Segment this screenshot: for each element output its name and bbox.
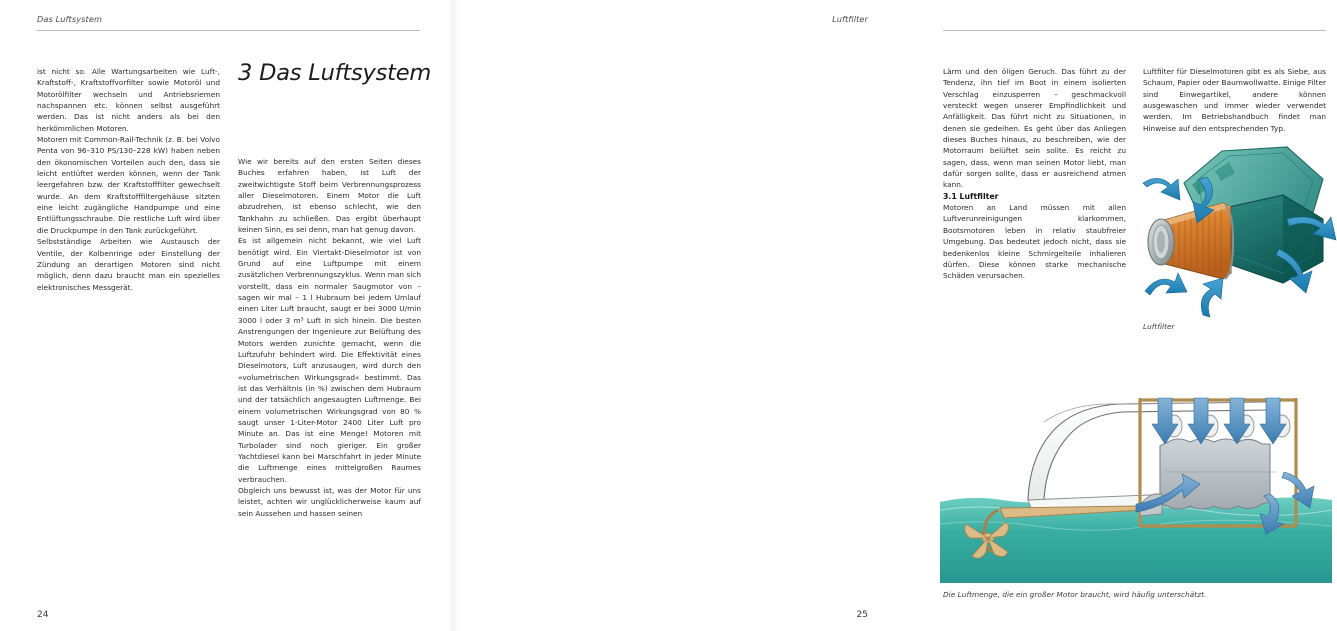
left-page-column-two	[238, 156, 421, 519]
page-number-right: 25	[856, 610, 868, 620]
boat-airflow-figure	[940, 398, 1332, 583]
running-head-right: Luftfilter	[832, 14, 868, 24]
running-head-left: Das Luftsystem	[37, 14, 103, 24]
chapter-title: 3 Das Luftsystem	[238, 60, 432, 86]
paragraph: Es ist allgemein nicht bekannt, wie viel Luft benötigt wird. Ein Viertakt-Dieselmotor ist von Grund auf eine Luftpumpe mit einem zusätzlichen Verbrennungszyklus. Wenn man sich vorstellt, dass ein normaler Saugmotor von – sagen wir mal – 1 l Hubraum bei jedem Umlauf einen Liter Luft braucht, saugt er bei 3000 U/min 3000 l oder 3 m³ Luft in sich hinein. Die besten Anstrengungen der Ingenieure zur Belüftung des Motors werden zunichte gemacht, wenn die Luftzufuhr behindert wird. Die Effektivität eines Dieselmotors, Luft anzusaugen, wird durch den »volumetrischen Wirkungsgrad« bestimmt. Das ist das Verhältnis (in %) zwischen dem Hubraum und der tatsächlich angesaugten Luftmenge. Bei einem volumetrischen Wirkungsgrad von 80 % saugt unser 1-Liter-Motor 2400 Liter Luft pro Minute an. Das ist eine Menge! Motoren mit Turbolader sind noch gieriger. Ein großer Yachtdiesel kann bei Marschfahrt in jeder Minute die Luftmenge eines mittelgroßen Raumes verbrauchen.	[238, 236, 421, 484]
section-heading: 3.1 Luftfilter	[943, 191, 999, 201]
left-page-column-one	[37, 66, 220, 293]
paragraph: Luftfilter für Dieselmotoren gibt es als Siebe, aus Schaum, Papier oder Baumwollwatte. Einige Filter sind Einwegartikel, andere können ausgewaschen und immer wieder verwendet werden. Im Betriebshandbuch findet man Hinweise auf den entsprechenden Typ.	[1143, 67, 1326, 133]
right-page-column-one	[943, 66, 1126, 282]
paragraph: ist nicht so. Alle Wartungsarbeiten wie Luft-, Kraftstoff-, Kraftstoffvorfilter sowie Motoröl und Motorölfilter wechseln und Antriebsriemen nachspannen etc. können selbst ausgeführt werden. Das ist nicht anders als bei den herkömmlichen Motoren.	[37, 67, 220, 133]
paragraph: Wie wir bereits auf den ersten Seiten dieses Buches erfahren haben, ist Luft der zweitwichtigste Stoff beim Verbrennungsprozess aller Dieselmotoren. Einem Motor die Luft abzudrehen, ist ebenso schlecht, wie den Tankhahn zu schließen. Das ergibt überhaupt keinen Sinn, es sei denn, man hat genug davon.	[238, 157, 421, 235]
paragraph: Motoren an Land müssen mit allen Luftverunreinigungen klarkommen, Bootsmotoren leben in relativ staubfreier Umgebung. Das bedeutet jedoch nicht, dass sie bedenkenlos kleine Schmirgelteile inhalieren dürfen. Diese können starke mechanische Schäden verursachen.	[943, 203, 1126, 281]
paragraph: Obgleich uns bewusst ist, was der Motor für uns leistet, achten wir unglücklicherweise kaum auf sein Aussehen und hassen seinen	[238, 485, 421, 518]
paragraph: Lärm und den öligen Geruch. Das führt zu der Tendenz, ihn tief im Boot in einem isolierten Verschlag einzusperren – geschmackvoll versteckt wegen unserer Empfindlichkeit und Anfälligkeit. Das führt nicht zu Situationen, in denen sie gedeihen. Es geht über das Anliegen dieses Buches hinaus, zu beschreiben, wie der Motorraum belüftet sein sollte. Es reicht zu sagen, dass, wenn man seinen Motor liebt, man dafür sorgen sollte, dass er ausreichend atmen kann.	[943, 67, 1126, 190]
right-page	[453, 0, 1326, 631]
right-page-column-two	[1143, 66, 1326, 134]
boat-airflow-caption: Die Luftmenge, die ein großer Motor braucht, wird häufig unterschätzt.	[943, 590, 1207, 599]
air-filter-figure	[1137, 143, 1337, 318]
header-rule-left	[37, 30, 420, 31]
page-number-left: 24	[37, 610, 49, 620]
paragraph: Selbstständige Arbeiten wie Austausch der Ventile, der Kolbenringe oder Einstellung der Zündung an derartigen Motoren sind nicht möglich, denn dazu braucht man ein spezielles elektronisches Messgerät.	[37, 237, 220, 292]
header-rule-right	[943, 30, 1326, 31]
left-page	[0, 0, 452, 631]
paragraph: Motoren mit Common-Rail-Technik (z. B. bei Volvo Penta von 96–310 PS/130–228 kW) haben neben den ökonomischen Vorteilen auch den, dass sie leicht entlüftet werden können, wenn der Tank leergefahren bzw. der Kraftstofffilter gewechselt wurde. An dem Kraftstofffiltergehäuse sitzten eine leicht zugängliche Handpumpe und eine Entlüftungsschraube. Die restliche Luft wird über die Druckpumpe in den Tank zurückgeführt.	[37, 135, 220, 235]
air-filter-caption: Luftfilter	[1143, 322, 1175, 331]
